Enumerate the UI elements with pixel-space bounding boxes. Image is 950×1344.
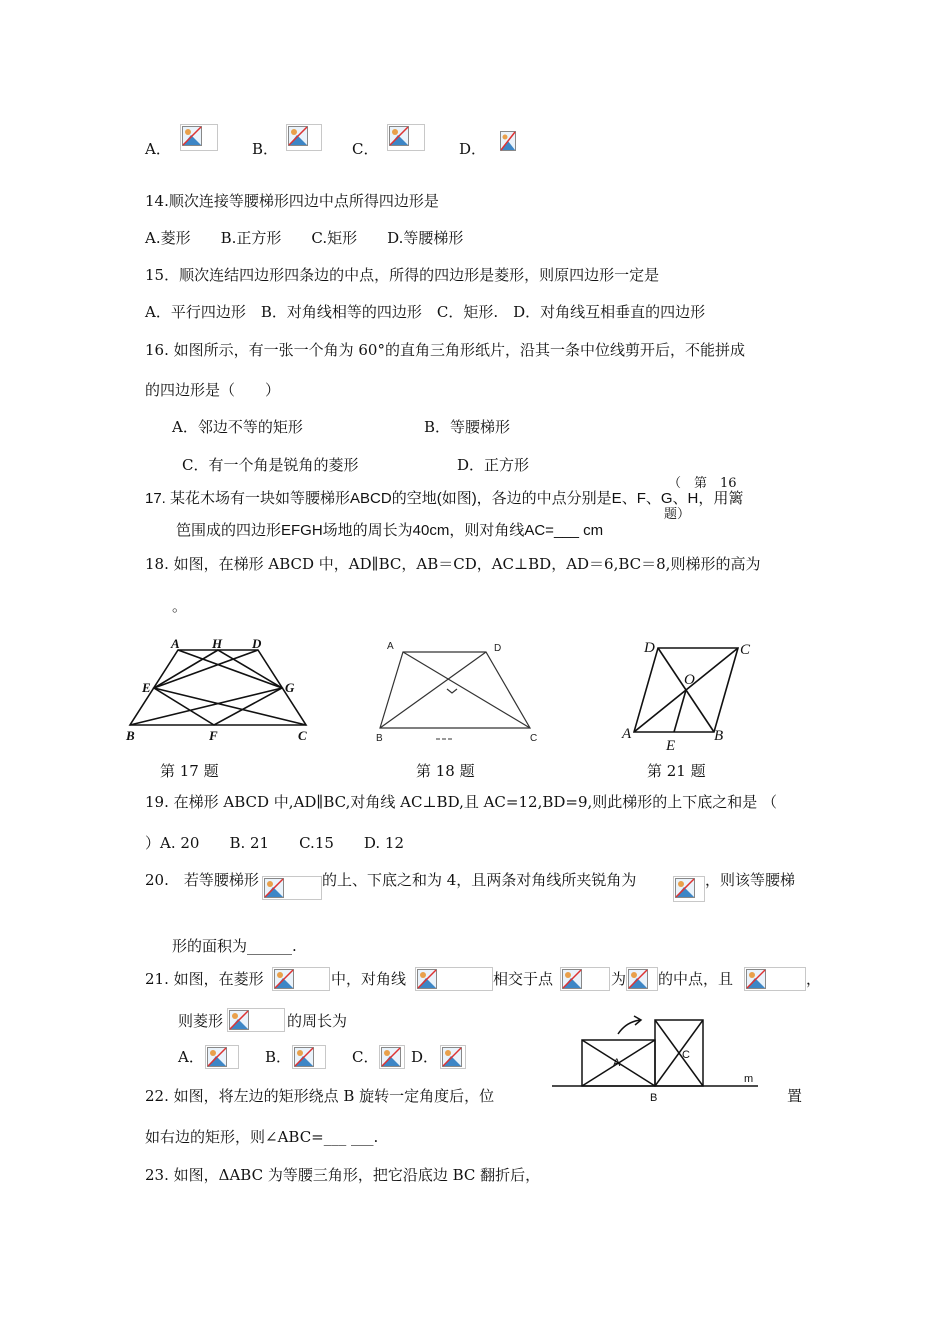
figure-21-caption: 第 21 题 [647,762,706,780]
q21-option-b: B． [265,1048,292,1066]
label-C: C [740,642,751,658]
label-B: B [376,733,383,744]
q21-part6: ， [806,970,822,988]
q16-option-a: A．邻边不等的矩形 [172,418,303,436]
q21-line2-part2: 的周长为 [287,1012,348,1030]
q21-part1: 21. 如图，在菱形 [145,970,264,988]
q21-part4: 为 [611,970,627,988]
q15-options: A．平行四边形 B．对角线相等的四边形 C．矩形. D．对角线互相垂直的四边形 [145,303,706,321]
broken-image-icon [440,1045,466,1069]
figure-21-rhombus [618,636,768,754]
q17-line1: 17. 某花木场有一块如等腰梯形ABCD的空地(如图)，各边的中点分别是E、F、G、H，用篱 [145,490,744,507]
broken-image-icon [292,1045,326,1069]
q20-part2: 的上、下底之和为 4，且两条对角线所夹锐角为 [322,871,637,889]
q16-option-c: C．有一个角是锐角的菱形 [182,456,359,474]
label-E: E [666,738,676,754]
label-C: C [682,1049,690,1061]
figure-18-trapezoid [370,633,540,748]
label-C: C [298,728,307,743]
label-G: G [285,680,295,695]
q16-option-d: D．正方形 [457,456,530,474]
q16-option-b: B．等腰梯形 [424,418,511,436]
figure-22-rectangles [548,1008,760,1104]
q21-line2-part1: 则菱形 [178,1012,224,1030]
label-C: C [530,733,538,744]
q23-line1: 23. 如图，ΔABC 为等腰三角形，把它沿底边 BC 翻折后， [145,1166,541,1184]
q16-stem-line1: 16. 如图所示，有一张一个角为 60°的直角三角形纸片，沿其一条中位线剪开后，不能拼成 [145,341,745,359]
broken-image-icon [415,967,493,991]
label-A: A [613,1057,621,1069]
q15-stem: 15．顺次连结四边形四条边的中点，所得的四边形是菱形，则原四边形一定是 [145,266,660,284]
broken-image-icon [626,967,658,991]
q21-option-a: A． [178,1048,204,1066]
broken-image-icon [379,1045,405,1069]
q13-option-c: C． [352,140,379,158]
q22-line2: 如右边的矩形，则∠ABC=___ ___. [145,1128,379,1146]
q22-part1: 22. 如图，将左边的矩形绕点 B 旋转一定角度后，位 [145,1087,495,1105]
q21-part2: 中，对角线 [331,970,407,988]
q13-option-a: A． [145,140,171,158]
q20-line2: 形的面积为______. [172,937,297,955]
q18-line1: 18. 如图，在梯形 ABCD 中，AD∥BC，AB＝CD，AC⊥BD，AD＝6,BC＝8,则梯形的高为 [145,555,761,573]
q22-part2: 置 [787,1087,803,1105]
q18-line2: 。 [172,597,188,615]
q13-option-b: B． [252,140,279,158]
broken-image-icon [560,967,610,991]
label-D: D [644,640,655,656]
q19-line2: ）A. 20 B. 21 C.15 D. 12 [145,834,405,852]
q21-part5: 的中点，且 [658,970,734,988]
broken-image-icon [262,876,322,900]
q14-stem: 14.顺次连接等腰梯形四边中点所得四边形是 [145,192,439,210]
q13-option-d: D． [459,140,487,158]
broken-image-icon [272,967,330,991]
q21-part3: 相交于点 [493,970,554,988]
q20-part1: 20. 若等腰梯形 [145,871,259,889]
broken-image-icon [673,876,705,902]
label-O: O [684,672,695,688]
q20-part3: ，则该等腰梯 [705,871,796,889]
label-D: D [252,636,262,651]
figure-17-trapezoid [118,636,318,748]
label-D: D [494,643,502,654]
q16-figure-note: （ 第 16 [668,476,737,491]
label-B: B [650,1092,658,1104]
label-A: A [171,636,180,651]
broken-image-icon [180,124,218,151]
q14-options: A.菱形 B.正方形 C.矩形 D.等腰梯形 [145,229,464,247]
q21-option-d: D． [411,1048,439,1066]
q19-line1: 19. 在梯形 ABCD 中,AD∥BC,对角线 AC⊥BD,且 AC=12,BD=9,则此梯形的上下底之和是 （ [145,793,778,811]
label-H: H [212,636,223,651]
label-A: A [622,726,632,742]
label-A: A [387,641,394,652]
broken-image-icon [227,1008,285,1032]
figure-18-caption: 第 18 题 [416,762,475,780]
q16-figure-note-2: 题） [664,507,691,522]
label-B: B [714,728,724,744]
label-E: E [142,680,151,695]
q17-line2: 笆围成的四边形EFGH场地的周长为40cm，则对角线AC=___ cm [176,522,604,539]
q21-option-c: C． [352,1048,379,1066]
q16-stem-line2: 的四边形是（ ） [145,381,281,399]
figure-17-caption: 第 17 题 [160,762,219,780]
broken-image-icon [499,130,515,150]
broken-image-icon [387,124,425,151]
broken-image-icon [286,124,322,151]
label-F: F [209,728,218,743]
broken-image-icon [744,967,806,991]
broken-image-icon [205,1045,239,1069]
label-B: B [126,728,135,743]
label-m: m [744,1073,754,1085]
